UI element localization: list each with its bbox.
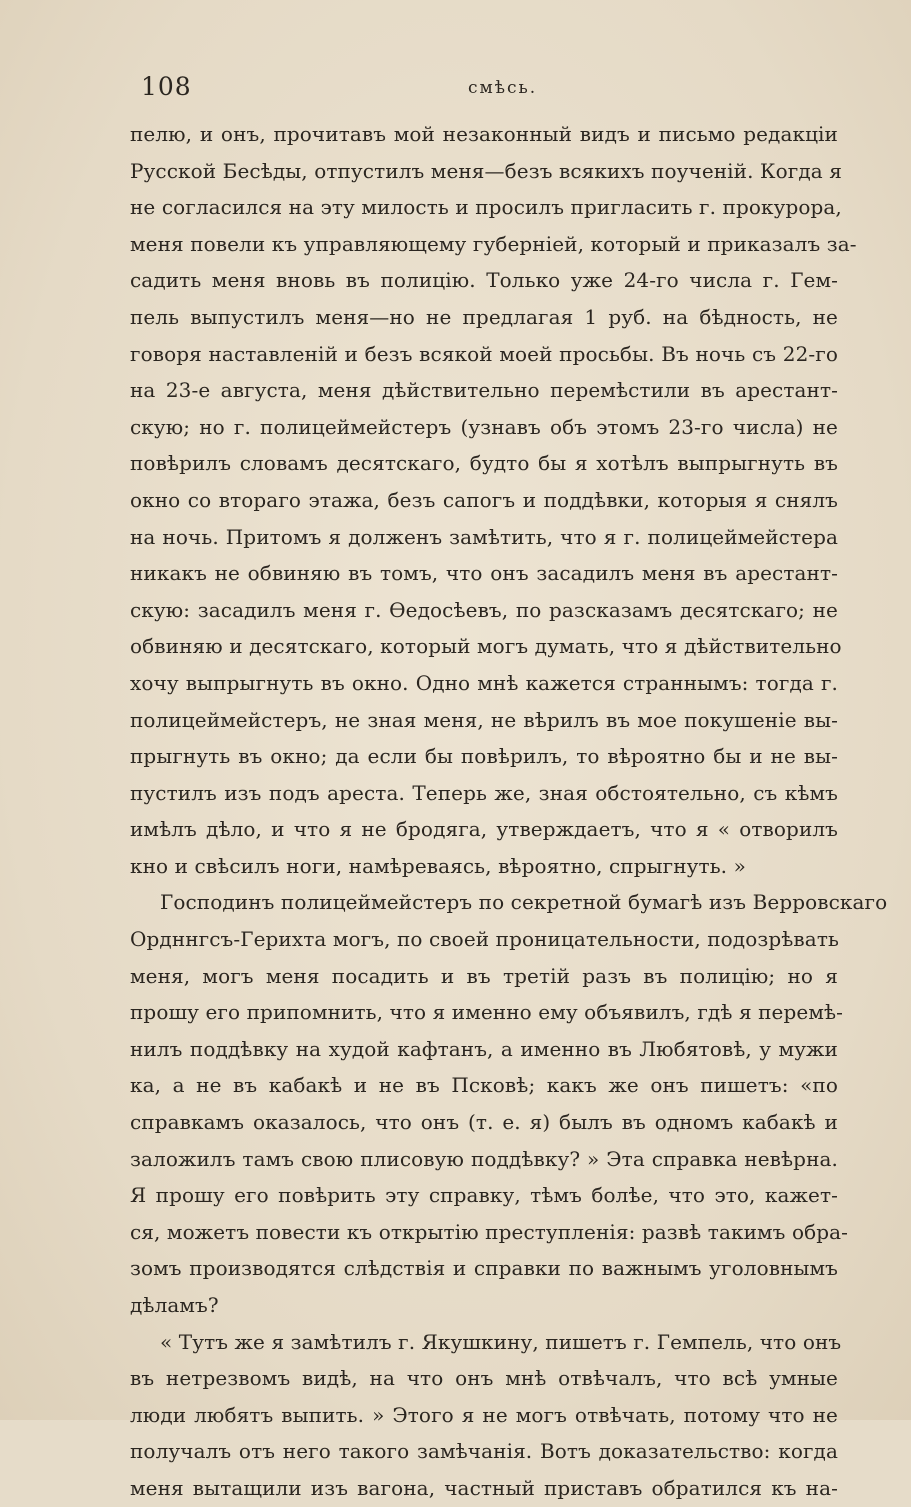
text-line: получалъ отъ него такого замѣчанія. Вотъ доказательство: когда: [130, 1439, 838, 1464]
text-line: дѣламъ?: [130, 1293, 219, 1317]
text-line: Ордннгсъ-Герихта могъ, по своей проницательности, подозрѣвать: [130, 927, 839, 952]
text-line: скую; но г. полицеймейстеръ (узнавъ объ этомъ 23-го числа) не: [130, 414, 838, 439]
text-line: полицеймейстеръ, не зная меня, не вѣрилъ въ мое покушеніе вы-: [130, 707, 838, 732]
text-line: заложилъ тамъ свою плисовую поддѣвку? » Эта справка невѣрна.: [130, 1146, 838, 1171]
page-number: 108: [141, 72, 192, 101]
text-line: ка, а не въ кабакѣ и не въ Псковѣ; какъ же онъ пишетъ: «по: [130, 1073, 838, 1098]
text-line: прыгнуть въ окно; да если бы повѣрилъ, то вѣроятно бы и не вы-: [130, 744, 838, 769]
text-line: справкамъ оказалось, что онъ (т. е. я) былъ въ одномъ кабакѣ и: [130, 1110, 838, 1135]
text-line: скую: засадилъ меня г. Ѳедосѣевъ, по разсказамъ десятскаго; не: [130, 597, 838, 622]
text-line: говоря наставленій и безъ всякой моей просьбы. Въ ночь съ 22-го: [130, 341, 838, 366]
body-text: [130, 116, 888, 1507]
text-line: нилъ поддѣвку на худой кафтанъ, а именно въ Любятовѣ, у мужи: [130, 1036, 838, 1061]
text-line: « Тутъ же я замѣтилъ г. Якушкину, пишетъ г. Гемпель, что онъ: [160, 1329, 842, 1354]
text-line: повѣрилъ словамъ десятскаго, будто бы я хотѣлъ выпрыгнуть въ: [130, 451, 838, 476]
text-line: обвиняю и десятскаго, который могъ думать, что я дѣйствительно: [130, 634, 842, 659]
text-line: кно и свѣсилъ ноги, намѣреваясь, вѣроятно, спрыгнуть. »: [130, 853, 746, 878]
text-line: меня вытащили изъ вагона, частный приставъ обратился къ на-: [130, 1475, 838, 1500]
text-line: прошу его припомнить, что я именно ему объявилъ, гдѣ я перемѣ-: [130, 1000, 844, 1025]
page-header: [0, 72, 911, 112]
text-line: ся, можетъ повести къ открытію преступленія: развѣ такимъ обра-: [130, 1219, 849, 1244]
text-line: пель выпустилъ меня—но не предлагая 1 руб. на бѣдность, не: [130, 304, 838, 329]
text-line: не согласился на эту милость и просилъ пригласить г. прокурора,: [130, 195, 842, 220]
text-line: на ночь. Притомъ я долженъ замѣтить, что я г. полицеймейстера: [130, 524, 838, 549]
text-line: Русской Бесѣды, отпустилъ меня—безъ всякихъ поученій. Когда я: [130, 158, 842, 183]
text-line: зомъ производятся слѣдствія и справки по важнымъ уголовнымъ: [130, 1256, 838, 1281]
text-line: садить меня вновь въ полицію. Только уже 24-го числа г. Гем-: [130, 268, 838, 293]
text-line: въ нетрезвомъ видѣ, на что онъ мнѣ отвѣчалъ, что всѣ умные: [130, 1366, 838, 1391]
text-line: на 23-е августа, меня дѣйствительно перемѣстили въ арестант-: [130, 378, 838, 403]
text-line: хочу выпрыгнуть въ окно. Одно мнѣ кажется страннымъ: тогда г.: [130, 670, 838, 695]
text-line: никакъ не обвиняю въ томъ, что онъ засадилъ меня въ арестант-: [130, 561, 838, 586]
text-line: пустилъ изъ подъ ареста. Теперь же, зная обстоятельно, съ кѣмъ: [130, 780, 838, 805]
text-line: люди любятъ выпить. » Этого я не могъ отвѣчать, потому что не: [130, 1402, 838, 1427]
text-line: имѣлъ дѣло, и что я не бродяга, утверждаетъ, что я « отворилъ: [130, 817, 838, 842]
text-line: Господинъ полицеймейстеръ по секретной бумагѣ изъ Верровскаго: [160, 890, 888, 915]
text-line: окно со втораго этажа, безъ сапогъ и поддѣвки, которыя я снялъ: [130, 487, 838, 512]
running-head: смѣсь.: [468, 78, 538, 98]
text-line: меня, могъ меня посадить и въ третій разъ въ полицію; но я: [130, 963, 838, 988]
text-line: пелю, и онъ, прочитавъ мой незаконный видъ и письмо редакціи: [130, 122, 838, 146]
text-line: меня повели къ управляющему губерніей, который и приказалъ за-: [130, 231, 857, 256]
text-line: Я прошу его повѣрить эту справку, тѣмъ болѣе, что это, кажет-: [130, 1183, 838, 1208]
